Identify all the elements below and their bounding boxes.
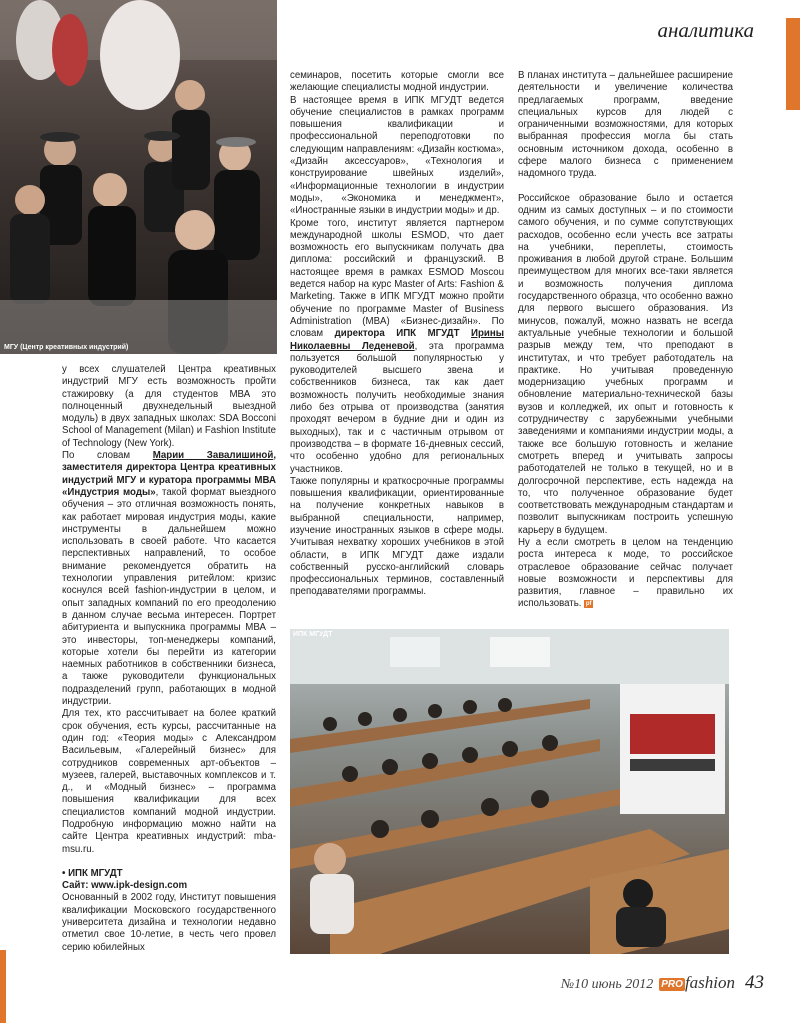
paragraph: В настоящее время в ИПК МГУДТ ведется обучение специалистов в рамках программ повышения квалификации и профессиональной переподготовки по следующим направлениям: «Дизайн костюма», «Дизайн аксессуаров», «Технология и конструирование швейных изделий», «Информационные технологии в индустрии моды», «Экономика и менеджмент», «Иностранные языки в индустрии моды» и др.	[290, 94, 504, 217]
text: , эта программа пользуется большой популярностью у руководителей высшего звена и собственников бизнеса, так как дает возможность получить необходимые знания либо без отрыва от производства (занятия проходят вечером в будние дни и один из выходных), так и с частичным отрывом от производства – в формате 16-дневных сессий, что особенно удобно для региональных участников.	[290, 340, 504, 475]
logo-pro: PRO	[661, 978, 683, 990]
site-link[interactable]: Сайт: www.ipk-design.com	[62, 880, 188, 892]
section-tag: аналитика	[657, 18, 754, 42]
text: По словам	[290, 315, 504, 340]
article-column-3	[518, 70, 733, 625]
accent-edge-bar-bottom	[0, 950, 6, 1023]
accent-edge-bar-top	[786, 18, 800, 110]
text: Кроме того, институт является партнером международной школы ESMOD, что дает возможность его выпускникам получать два диплома: российский и французский. В настоящее время в рамках ESMOD Moscou ведется набор на курс Master of Arts: Fashion & Marketing. Также в ИПК МГУДТ можно пройти обучение по программе Master of Business Administration (MBA) «Бизнес-дизайн».	[290, 217, 504, 327]
paragraph	[518, 537, 733, 611]
section-heading-ipk: • ИПК МГУДТ	[62, 867, 123, 879]
paragraph: Российское образование было и остается одним из самых доступных – и по стоимости самого обучения, и по сумме сопутствующих расходов, особенно если учесть все затраты на учебники, переплеты, стоимость проживания в любой другой стране. Большим преимуществом для многих все-таки является и возможность получения диплома государственного образца, что особенно важно для первого высшего образования. Из минусов, пожалуй, можно назвать не всегда актуальные учебные технологии и большой разрыв между тем, что преподают в институтах, и что требует работодатель на практике. Но учитывая проведенную модернизацию учебных программ и обновление материально-технической базы вузов и колледжей, их опыт и готовность к сотрудничеству с зарубежными учебными заведениями и компаниями индустрии моды, а также все большую готовность и желание смотреть вперед и учитывать запросы работодателей не только в текущей, но и в долгосрочной перспективе, есть надежда на то, что полученное образование будет соответствовать международным стандартам и позволит выпускникам построить успешную карьеру в будущем.	[518, 192, 733, 536]
page-number: 43	[745, 972, 764, 993]
paragraph: В планах института – дальнейшее расширение деятельности и увеличение количества предлагаемых программ, введение специальных курсов для людей с ограниченными возможностями, для которых выбранная профессия могла бы стать основным источником дохода, особенно в сфере малого бизнеса с применением надомного труда.	[518, 70, 733, 180]
photo-caption-ipk: ИПК МГУДТ	[293, 631, 333, 638]
issue-label: №10 июнь 2012	[560, 977, 654, 992]
photo-fashion-students	[0, 0, 277, 354]
person-name-zavalishina: Марии Завалишиной	[152, 450, 274, 462]
paragraph: Также популярны и краткосрочные программы повышения квалификации, ориентированные на получение конкретных навыков в выбранной специальности, например, изучение иностранных языков в сфере моды. Учитывая нехватку хороших учебников в этой области, в ИПК МГУДТ даже издали собственный русско-английский словарь профессиональных терминов, составленный преподавателями программы.	[290, 475, 504, 598]
text: Ну а если смотреть в целом на тенденцию роста интереса к моде, то российское отраслевое образование сейчас получает новые возможности и перспективы для развития, главное – правильно их использовать.	[518, 536, 733, 610]
photo-fashion-students-image	[0, 0, 277, 354]
magazine-logo	[659, 973, 735, 993]
article-column-1	[62, 364, 276, 954]
article-column-2	[290, 70, 504, 620]
end-of-article-mark: pf	[585, 600, 592, 607]
text: По словам	[62, 450, 153, 462]
logo-fashion: fashion	[684, 973, 735, 992]
paragraph: Для тех, кто рассчитывает на более краткий срок обучения, есть курсы, рассчитанные на один год: «Теория моды» с Александром Васильевым, «Галерейный бизнес» для сотрудников современных арт-объектов – музеев, галерей, выставочных комплексов и т. д., и «Модный бизнес» – программа повышения квалификации для всех специалистов компаний модной индустрии. Подробную информацию можно найти на сайте Центра креативных индустрий: mba-msu.ru.	[62, 708, 276, 855]
paragraph: семинаров, посетить которые смогли все желающие специалисты модной индустрии.	[290, 70, 504, 94]
person-role: , заместителя директора Центра креативных индустрий МГУ и куратора программы МВА «Индустрия моды»	[62, 450, 276, 498]
paragraph	[290, 218, 504, 476]
paragraph: у всех слушателей Центра креативных индустрий МГУ есть возможность пройти стажировку (а для студентов МВА это полноценный двухнедельный выездной модуль) в двух западных школах: SDA Bocconi School of Management (Milan) и Fashion Institute of Technology (New York).	[62, 364, 276, 449]
photo-lecture-hall	[290, 629, 729, 954]
page-footer	[540, 972, 764, 998]
paragraph: Основанный в 2002 году, Институт повышения квалификации Московского государственного университета дизайна и технологии недавно отметил свое 10-летие, в честь чего провел серию юбилейных	[62, 892, 276, 953]
person-name-ledeneva: Ирины Николаевны Леденевой	[290, 328, 504, 352]
person-role: директора ИПК МГУДТ	[334, 328, 472, 340]
photo-lecture-hall-image	[290, 629, 729, 954]
paragraph	[62, 450, 276, 708]
photo-caption-msu: МГУ (Центр креативных индустрий)	[4, 344, 129, 351]
text: , такой формат выездного обучения – это отличная возможность понять, как работает мировая индустрия моды, какие инструменты в дальнейшем можно использовать в своей работе. Что касается перспективных направлений, то особое внимание рекомендуется обратить на технологии управления ритейлом: кризис коснулся всей fashion-индустрии в целом, и опыт западных компаний по его преодолению в данном случае весьма интересен. Портрет абитуриента и выпускника программы МВА – это инвесторы, топ-менеджеры компаний, которые хотели бы перейти из категории наемных работников в собственники бизнеса, а также руководители функциональных подразделений групп, работающих в модной индустрии.	[62, 486, 276, 708]
